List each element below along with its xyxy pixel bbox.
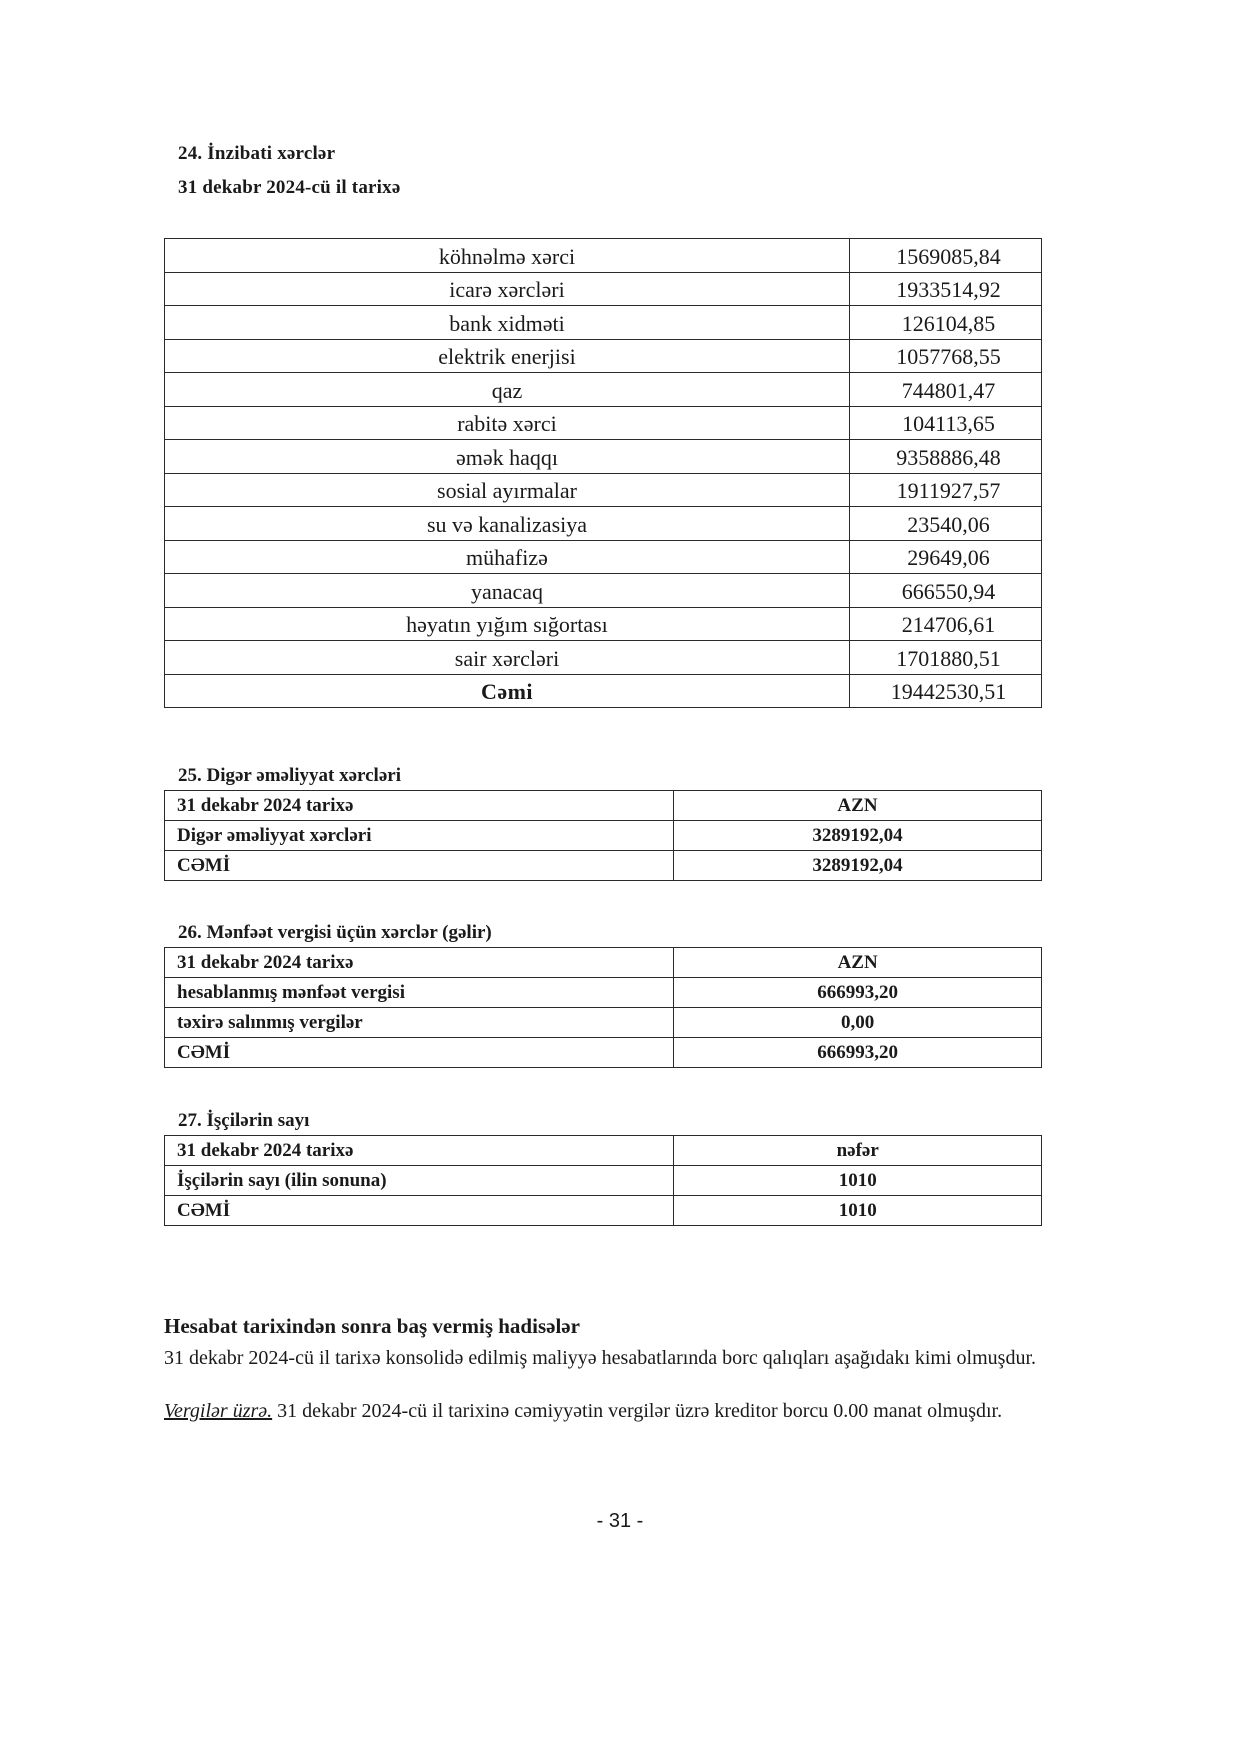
header-row — [165, 791, 1042, 821]
table-row-value: 1057768,55 — [849, 339, 1041, 373]
table-row-label: icarə xərcləri — [165, 272, 850, 306]
table-row — [165, 1038, 1042, 1068]
table-row-value: 666993,20 — [674, 978, 1042, 1008]
table-row — [165, 851, 1042, 881]
section-26-heading: 26. Mənfəət vergisi üçün xərclər (gəlir) — [178, 922, 492, 943]
table-row-value: 0,00 — [674, 1008, 1042, 1038]
admin-expenses-table — [164, 238, 1042, 708]
table-row-value: 1010 — [674, 1166, 1042, 1196]
table-row-label: elektrik enerjisi — [165, 339, 850, 373]
table-row — [165, 272, 1042, 306]
table-row-label: təxirə salınmış vergilər — [165, 1008, 674, 1038]
other-operating-expenses-table — [164, 790, 1042, 881]
table-row — [165, 306, 1042, 340]
table-row — [165, 1166, 1042, 1196]
table-row-label: sosial ayırmalar — [165, 473, 850, 507]
table-row-value: 1010 — [674, 1196, 1042, 1226]
table-row — [165, 473, 1042, 507]
table-row-value: 744801,47 — [849, 373, 1041, 407]
total-row — [165, 674, 1042, 708]
employees-table — [164, 1135, 1042, 1226]
header-row-label: 31 dekabr 2024 tarixə — [165, 948, 674, 978]
header-row — [165, 948, 1042, 978]
table-row — [165, 540, 1042, 574]
events-paragraph: 31 dekabr 2024-cü il tarixə konsolidə edilmiş maliyyə hesabatlarında borc qalıqları aşağıdakı kimi olmuşdur. — [164, 1347, 1037, 1369]
taxes-label: Vergilər üzrə. — [164, 1400, 273, 1422]
table-row-label: Digər əməliyyat xərcləri — [165, 821, 674, 851]
table-row-value: 1933514,92 — [849, 272, 1041, 306]
table-row-label: İşçilərin sayı (ilin sonuna) — [165, 1166, 674, 1196]
table-row-label: həyatın yığım sığortası — [165, 607, 850, 641]
table-row — [165, 641, 1042, 675]
income-tax-table — [164, 947, 1042, 1068]
section-24-subheading: 31 dekabr 2024-cü il tarixə — [178, 177, 401, 198]
header-row-value: AZN — [673, 791, 1041, 821]
table-row — [165, 406, 1042, 440]
table-row-value: 1911927,57 — [849, 473, 1041, 507]
table-row — [165, 1008, 1042, 1038]
table-row-value: 1569085,84 — [849, 239, 1041, 273]
table-row-label: hesablanmış mənfəət vergisi — [165, 978, 674, 1008]
table-row-label: yanacaq — [165, 574, 850, 608]
table-row — [165, 440, 1042, 474]
total-row-label: Cəmi — [165, 674, 850, 708]
header-row-value: nəfər — [674, 1136, 1042, 1166]
table-row-value: 3289192,04 — [673, 821, 1041, 851]
table-row — [165, 507, 1042, 541]
table-row — [165, 821, 1042, 851]
header-row-label: 31 dekabr 2024 tarixə — [165, 1136, 674, 1166]
table-row-label: sair xərcləri — [165, 641, 850, 675]
table-row-label: əmək haqqı — [165, 440, 850, 474]
section-24-heading: 24. İnzibati xərclər — [178, 143, 336, 164]
table-row-value: 9358886,48 — [849, 440, 1041, 474]
total-row-value: 19442530,51 — [849, 674, 1041, 708]
table-row-label: qaz — [165, 373, 850, 407]
header-row — [165, 1136, 1042, 1166]
table-row-label: CƏMİ — [165, 1038, 674, 1068]
table-row-value: 214706,61 — [849, 607, 1041, 641]
table-row-label: bank xidməti — [165, 306, 850, 340]
table-row-label: köhnəlmə xərci — [165, 239, 850, 273]
header-row-label: 31 dekabr 2024 tarixə — [165, 791, 674, 821]
events-heading: Hesabat tarixindən sonra baş vermiş hadisələr — [164, 1314, 580, 1338]
table-row-value: 3289192,04 — [673, 851, 1041, 881]
table-row — [165, 239, 1042, 273]
table-row-value: 126104,85 — [849, 306, 1041, 340]
table-row-label: mühafizə — [165, 540, 850, 574]
table-row — [165, 978, 1042, 1008]
page-number: - 31 - — [596, 1510, 644, 1532]
table-row — [165, 607, 1042, 641]
table-row-label: CƏMİ — [165, 851, 674, 881]
table-row — [165, 574, 1042, 608]
table-row — [165, 1196, 1042, 1226]
taxes-paragraph — [164, 1398, 1044, 1425]
table-row-value: 23540,06 — [849, 507, 1041, 541]
taxes-text: 31 dekabr 2024-cü il tarixinə cəmiyyətin vergilər üzrə kreditor borcu 0.00 manat olmuşdır. — [272, 1400, 1003, 1422]
table-row-value: 1701880,51 — [849, 641, 1041, 675]
table-row-label: rabitə xərci — [165, 406, 850, 440]
table-row-label: su və kanalizasiya — [165, 507, 850, 541]
table-row — [165, 373, 1042, 407]
table-row-value: 666550,94 — [849, 574, 1041, 608]
header-row-value: AZN — [674, 948, 1042, 978]
table-row-value: 666993,20 — [674, 1038, 1042, 1068]
table-row — [165, 339, 1042, 373]
section-27-heading: 27. İşçilərin sayı — [178, 1110, 310, 1131]
section-25-heading: 25. Digər əməliyyat xərcləri — [178, 765, 401, 786]
table-row-value: 104113,65 — [849, 406, 1041, 440]
table-row-label: CƏMİ — [165, 1196, 674, 1226]
table-row-value: 29649,06 — [849, 540, 1041, 574]
